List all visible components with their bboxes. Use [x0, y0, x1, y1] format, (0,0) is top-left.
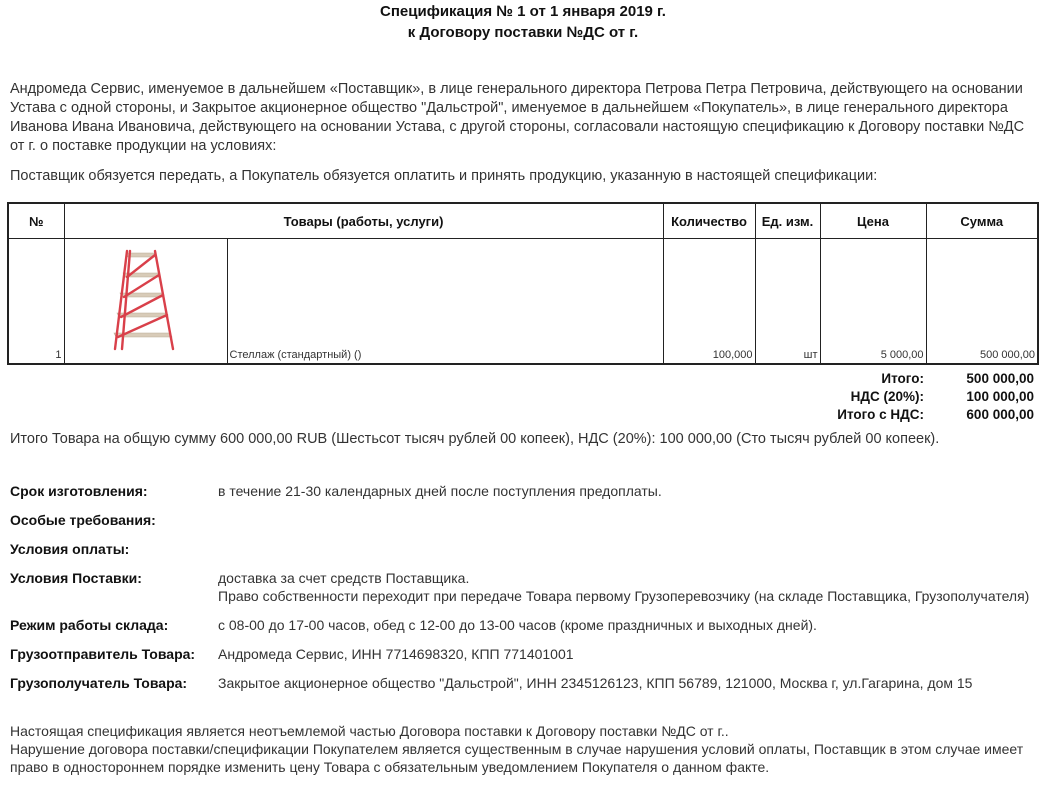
term-label: Условия оплаты: — [10, 541, 130, 557]
total-vat-row — [837, 406, 1034, 424]
table-header-row — [8, 203, 1038, 239]
term-label: Грузоотправитель Товара: — [10, 646, 196, 662]
obligation-paragraph: Поставщик обязуется передать, а Покупатель обязуется оплатить и принять продукцию, указанную в настоящей спецификации: — [10, 168, 878, 184]
col-header-price: Цена — [820, 203, 926, 239]
product-sum: 500 000,00 — [926, 239, 1038, 365]
term-consignee — [10, 674, 1040, 692]
term-value — [218, 569, 1029, 605]
product-image — [64, 239, 227, 365]
term-value-line2: Право собственности переходит при передаче Товара первому Грузоперевозчику (на складе Поставщика, Грузополучателя) — [218, 588, 1030, 604]
total-vat-value: 600 000,00 — [966, 407, 1034, 422]
totals-block — [837, 370, 1034, 424]
total-vat-label: Итого с НДС: — [837, 407, 924, 422]
total-label: Итого: — [881, 371, 924, 386]
col-header-qty: Количество — [663, 203, 755, 239]
table-row — [8, 239, 1038, 365]
spec-subtitle: к Договору поставки №ДС от г. — [407, 24, 639, 41]
total-row — [837, 370, 1034, 388]
term-value: в течение 21-30 календарных дней после поступления предоплаты. — [218, 483, 662, 499]
term-value: с 08-00 до 17-00 часов, обед с 12-00 до 13-00 часов (кроме праздничных и выходных дней). — [218, 617, 817, 633]
col-header-sum: Сумма — [926, 203, 1038, 239]
term-label: Режим работы склада: — [10, 617, 169, 633]
term-label: Условия Поставки: — [10, 570, 142, 586]
term-value-line1: доставка за счет средств Поставщика. — [218, 570, 470, 586]
vat-value: 100 000,00 — [966, 389, 1034, 404]
shelf-rack-icon — [106, 245, 186, 355]
items-table — [7, 202, 1039, 365]
product-unit: шт — [755, 239, 820, 365]
term-production — [10, 482, 1040, 500]
footer-line2: Нарушение договора поставки/спецификации Покупателем является существенным в случае нарушения условий оплаты, Поставщик в этом случае имеет право в одностороннем порядке изменить цену Товара с обязательным уведомлением Покупателя о данном факте. — [10, 741, 1024, 775]
intro-paragraph: Андромеда Сервис, именуемое в дальнейшем «Поставщик», в лице генерального директора Петрова Петра Петровича, действующего на основании Устава с одной стороны, и Закрытое акционерное общество "Дальстрой", именуемое в дальнейшем «Покупатель», в лице генерального директора Иванова Ивана Ивановича, действующего на основании Устава, с другой стороны, согласовали настоящую спецификацию к Договору поставки №ДС от г. о поставке продукции на условиях: — [10, 81, 1025, 154]
summary-text: Итого Товара на общую сумму 600 000,00 RUB (Шестьсот тысяч рублей 00 копеек), НДС (20%): 100 000,00 (Сто тысяч рублей 00 копеек). — [10, 431, 940, 447]
term-warehouse-hours — [10, 616, 1040, 634]
term-label: Срок изготовления: — [10, 483, 148, 499]
row-num: 1 — [8, 239, 64, 365]
term-label: Особые требования: — [10, 512, 156, 528]
term-shipper — [10, 645, 1040, 663]
total-value: 500 000,00 — [966, 371, 1034, 386]
term-special — [10, 511, 1040, 529]
vat-row — [837, 388, 1034, 406]
product-qty: 100,000 — [663, 239, 755, 365]
term-payment — [10, 540, 1040, 558]
col-header-goods: Товары (работы, услуги) — [64, 203, 663, 239]
term-value: Андромеда Сервис, ИНН 7714698320, КПП 771401001 — [218, 646, 574, 662]
product-price: 5 000,00 — [820, 239, 926, 365]
term-label: Грузополучатель Товара: — [10, 675, 188, 691]
col-header-num: № — [8, 203, 64, 239]
spec-title: Спецификация № 1 от 1 января 2019 г. — [380, 3, 666, 20]
footer-notes — [10, 722, 1040, 776]
col-header-unit: Ед. изм. — [755, 203, 820, 239]
terms-list — [10, 482, 1040, 692]
vat-label: НДС (20%): — [850, 389, 924, 404]
term-delivery — [10, 569, 1040, 605]
footer-line1: Настоящая спецификация является неотъемлемой частью Договора поставки к Договору поставки №ДС от г.. — [10, 723, 729, 739]
term-value: Закрытое акционерное общество "Дальстрой", ИНН 2345126123, КПП 56789, 121000, Москва г, ул.Гагарина, дом 15 — [218, 675, 973, 691]
product-name: Стеллаж (стандартный) () — [227, 239, 663, 365]
